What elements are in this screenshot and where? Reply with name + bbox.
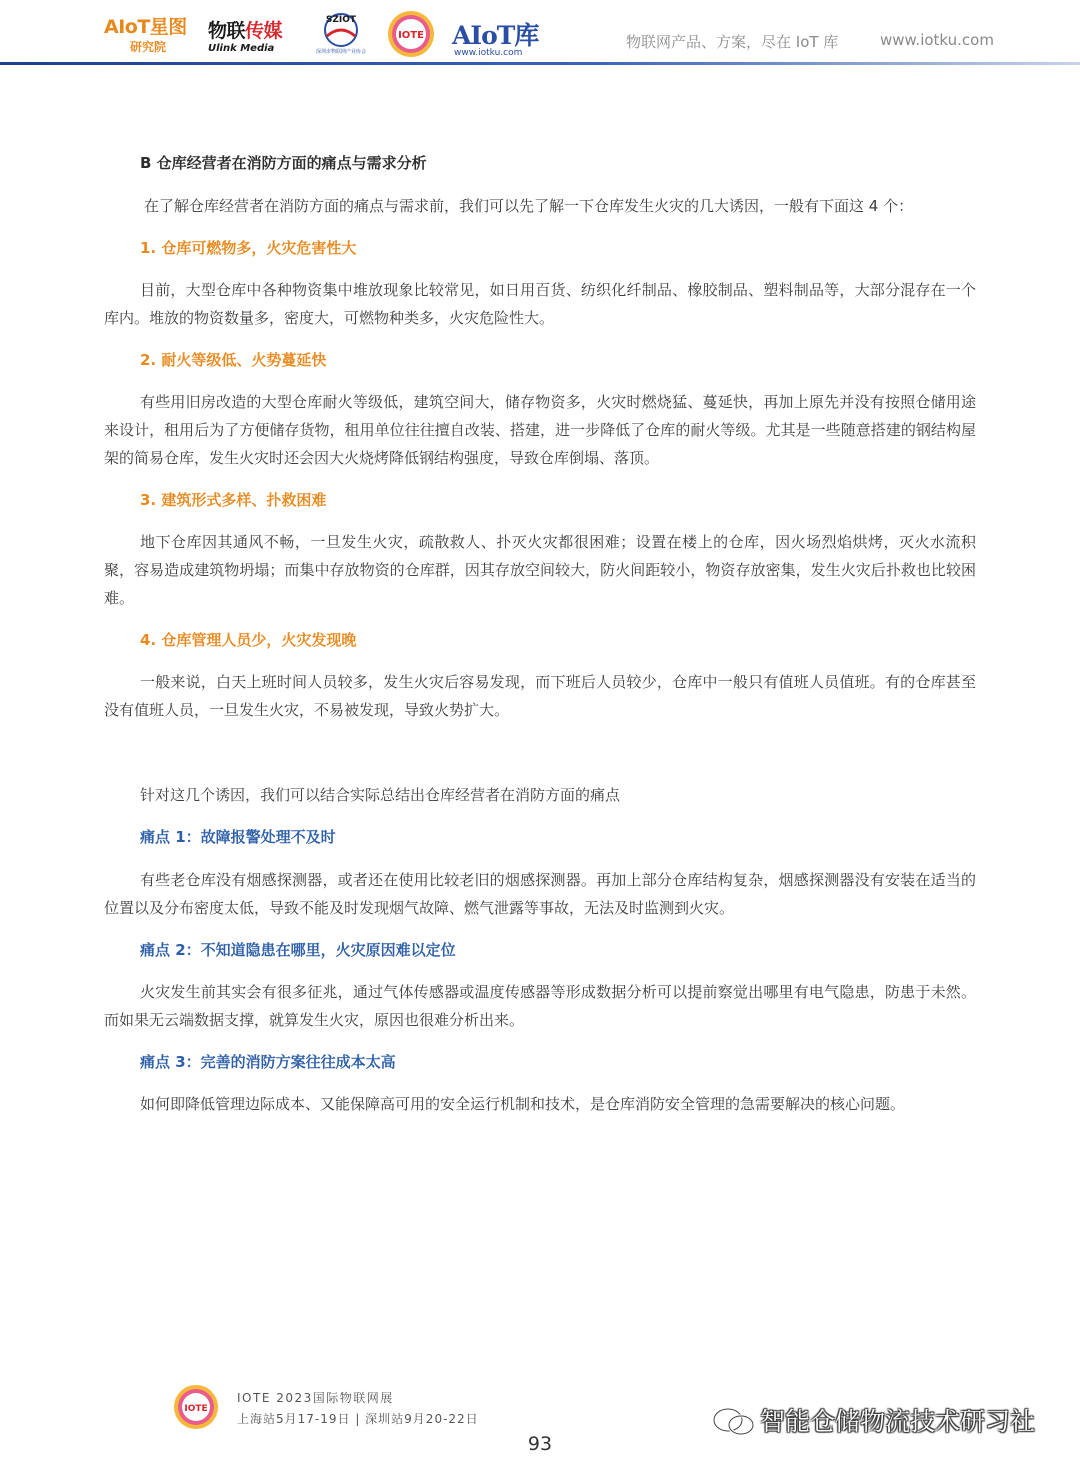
aiot-logo-text: AIoT星图 [104, 16, 187, 38]
intro-paragraph: 在了解仓库经营者在消防方面的痛点与需求前，我们可以先了解一下仓库发生火灾的几大诱因，一般有下面这 4 个： [144, 197, 914, 215]
sziot-logo-graphic [310, 10, 372, 56]
cause-text-1: 目前，大型仓库中各种物资集中堆放现象比较常见，如日用百货、纺织化纤制品、橡胶制品、塑料制品等，大部分混存在一个库内。堆放的物资数量多，密度大，可燃物种类多，火灾危险性大。 [104, 281, 976, 327]
sziot-logo-subname: 深圳市物联网产业协会 [315, 49, 367, 55]
pain-text-1: 有些老仓库没有烟感探测器，或者还在使用比较老旧的烟感探测器。再加上部分仓库结构复杂，烟感探测器没有安装在适当的位置以及分布密度太低，导致不能及时发现烟气故障、燃气泄露等事故，无法及时监测到火灾。 [104, 871, 976, 917]
pain-text-3: 如何即降低管理边际成本、又能保障高可用的安全运行机制和技术，是仓库消防安全管理的急需要解决的核心问题。 [140, 1095, 906, 1113]
page-number: 93 [527, 1433, 553, 1455]
cause-text-3: 地下仓库因其通风不畅，一旦发生火灾，疏散救人、扑灭火灾都很困难；设置在楼上的仓库，因火场烈焰烘烤，灭火水流积聚，容易造成建筑物坍塌；而集中存放物资的仓库群，因其存放空间较大，防火间距较小，物资存放密集，发生火灾后扑救也比较困难。 [104, 533, 976, 607]
iote-logo-graphic [386, 9, 436, 59]
ulink-logo-text-b: 传媒 [245, 20, 283, 42]
header-divider [0, 62, 1080, 65]
ulink-media-logo [206, 10, 290, 56]
iote-logo-name: IOTE [398, 30, 424, 41]
footer-iote-logo-name: IOTE [184, 1404, 208, 1414]
header-slogan: 物联网产品、方案，尽在 IoT 库 [626, 33, 839, 51]
expo-title: IOTE 2023国际物联网展 [237, 1391, 394, 1405]
ulink-logo-text [208, 16, 282, 43]
cause-heading-1: 1. 仓库可燃物多，火灾危害性大 [140, 239, 357, 257]
aiotku-logo-text: AIoT库 [452, 21, 539, 50]
cause-heading-3: 3. 建筑形式多样、扑救困难 [140, 491, 327, 509]
header-site-url[interactable]: www.iotku.com [880, 31, 994, 49]
pain-heading-2: 痛点 2：不知道隐患在哪里，火灾原因难以定位 [140, 941, 456, 959]
footer-iote-logo-graphic [173, 1384, 219, 1430]
cause-text-2: 有些用旧房改造的大型仓库耐火等级低，建筑空间大，储存物资多，火灾时燃烧猛、蔓延快，再加上原先并没有按照仓储用途来设计，租用后为了方便储存货物，租用单位往往擅自改装、搭建，进一步降低了仓库的耐火等级。尤其是一些随意搭建的钢结构屋架的简易仓库，发生火灾时还会因大火烧烤降低钢结构强度，导致仓库倒塌、落顶。 [104, 393, 976, 467]
aiotku-logo-url: www.iotku.com [454, 48, 523, 58]
pain-heading-3: 痛点 3：完善的消防方案往往成本太高 [140, 1053, 396, 1071]
sziot-logo-name: SZIOT [325, 15, 357, 25]
aiot-logo-subtext: 研究院 [130, 40, 167, 54]
expo-dates: 上海站5月17-19日 | 深圳站9月20-22日 [237, 1412, 479, 1426]
pain-heading-1: 痛点 1：故障报警处理不及时 [140, 828, 336, 846]
iote-logo [386, 9, 436, 59]
aiot-research-logo [104, 10, 194, 56]
watermark-text: 智能仓储物流技术研习社 [760, 1407, 1036, 1436]
pain-intro-paragraph: 针对这几个诱因，我们可以结合实际总结出仓库经营者在消防方面的痛点 [140, 786, 621, 804]
cause-heading-4: 4. 仓库管理人员少，火灾发现晚 [140, 631, 357, 649]
aiotku-logo [452, 10, 540, 56]
sziot-logo [310, 10, 372, 56]
pain-text-2: 火灾发生前其实会有很多征兆，通过气体传感器或温度传感器等形成数据分析可以提前察觉出哪里有电气隐患，防患于未然。而如果无云端数据支撑，就算发生火灾，原因也很难分析出来。 [104, 983, 976, 1029]
page-header [0, 0, 1080, 68]
cause-heading-2: 2. 耐火等级低、火势蔓延快 [140, 351, 327, 369]
footer-iote-logo [173, 1384, 219, 1430]
cause-text-4: 一般来说，白天上班时间人员较多，发生火灾后容易发现，而下班后人员较少，仓库中一般只有值班人员值班。有的仓库甚至没有值班人员，一旦发生火灾，不易被发现，导致火势扩大。 [104, 673, 976, 719]
ulink-logo-subtext: Ulink Media [208, 43, 275, 54]
section-title: B 仓库经营者在消防方面的痛点与需求分析 [140, 154, 427, 172]
ulink-logo-text-a: 物联 [208, 20, 246, 42]
